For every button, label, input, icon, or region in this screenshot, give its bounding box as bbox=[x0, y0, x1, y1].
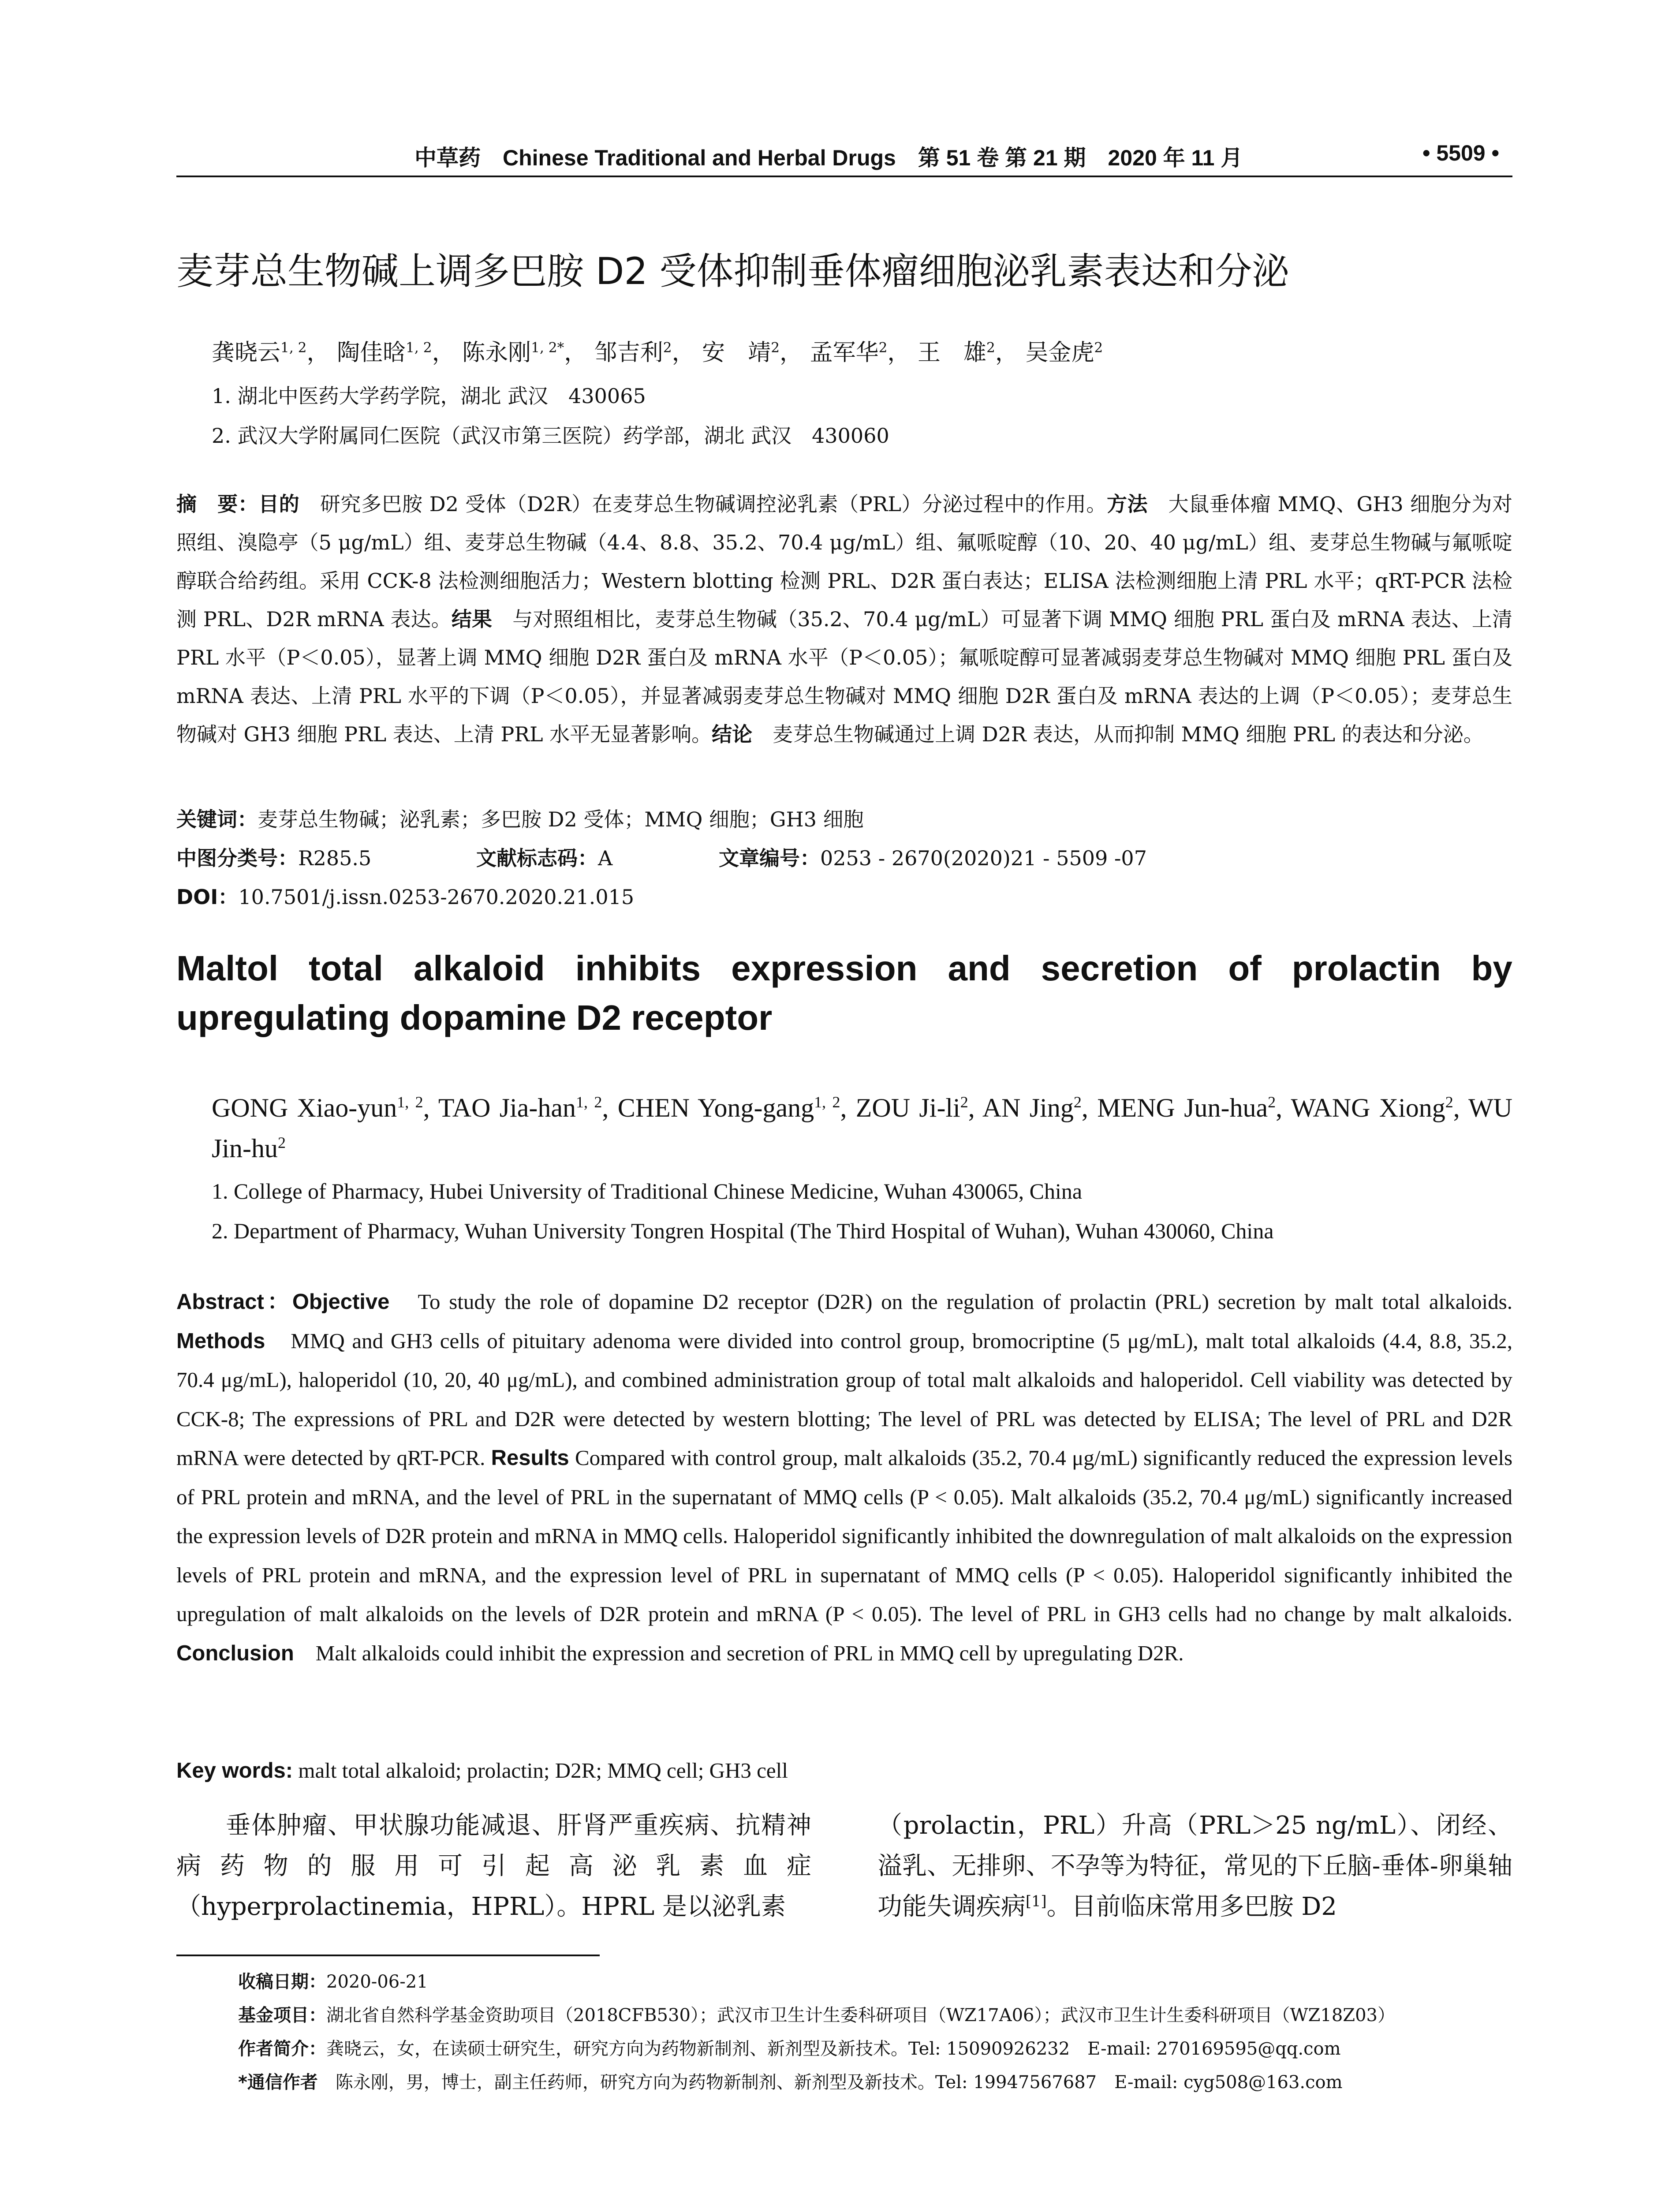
author-sup: 2 bbox=[878, 340, 888, 356]
author-sup: 2 bbox=[1445, 1093, 1453, 1111]
title-word: prolactin bbox=[1292, 949, 1441, 988]
title-en-line2: upregulating dopamine D2 receptor bbox=[176, 998, 773, 1037]
doi-label: DOI： bbox=[176, 885, 239, 909]
title-word: total bbox=[309, 949, 383, 988]
authors-cn: 龚晓云$^{1, 2}$， 陶佳晗$^{1, 2}$， 陈永刚$^{1, 2*}$， 邹吉利$^2$， 安 靖$^2$， 孟军华$^2$， 王 雄$^2$， 吴金虎$^2$ bbox=[212, 340, 1103, 366]
body-column-left: 垂体肿瘤、甲状腺功能减退、肝肾严重疾病、抗精神病药物的服用可引起高泌乳素血症（hyperprolactinemia，HPRL）。HPRL 是以泌乳素 bbox=[176, 1811, 811, 1921]
title-word: and bbox=[948, 949, 1011, 988]
affiliation-cn-2: 2. 武汉大学附属同仁医院（武汉市第三医院）药学部，湖北 武汉 430060 bbox=[212, 424, 889, 448]
affiliation-en-2: 2. Department of Pharmacy, Wuhan University Tongren Hospital (The Third Hospital of Wuhan), Wuhan 430060, China bbox=[212, 1218, 1274, 1243]
footnote-label: 作者简介： bbox=[238, 2039, 326, 2059]
artno-value: 0253 - 2670(2020)21 - 5509 -07 bbox=[820, 846, 1147, 870]
title-word: of bbox=[1228, 949, 1262, 988]
body-column-right bbox=[877, 1805, 1512, 1927]
title-word: secretion bbox=[1041, 949, 1198, 988]
footnote-text: 龚晓云，女，在读硕士研究生，研究方向为药物新制剂、新剂型及新技术。Tel: 15090926232 E-mail: 270169595@qq.com bbox=[326, 2039, 1341, 2059]
keywords-text: malt total alkaloid; prolactin; D2R; MMQ cell; GH3 cell bbox=[293, 1758, 788, 1783]
doccode-value: A bbox=[598, 846, 613, 870]
title-cn: 麦芽总生物碱上调多巴胺 D2 受体抑制垂体瘤细胞泌乳素表达和分泌 bbox=[176, 250, 1289, 293]
methods-text: MMQ and GH3 cells of pituitary adenoma were divided into control group, bromocriptine (5 μg/mL), malt total alkaloids (4.4, 8.8, 35.2, 70.4 μg/mL), haloperidol (10, 20, 40 μg/mL), and combined administration group of total malt alkaloids and haloperidol. Cell viability was detected by CCK-8; The expressions of PRL and D2R were detected by western blotting; The level of PRL was detected by ELISA; The level of PRL and D2R mRNA were detected by qRT-PCR. bbox=[176, 1328, 1512, 1470]
author-sup: 1, 2* bbox=[531, 340, 564, 356]
keywords-cn bbox=[176, 804, 1512, 833]
clc-value: R285.5 bbox=[298, 846, 372, 870]
page-number: • 5509 • bbox=[1422, 141, 1499, 165]
title-word: expression bbox=[731, 949, 918, 988]
author-sup: 2 bbox=[1073, 1093, 1082, 1111]
author-en: ZOU Ji-li bbox=[855, 1093, 960, 1122]
footnote-text: 2020-06-21 bbox=[326, 1972, 428, 1992]
keywords-label: 关键词： bbox=[176, 807, 258, 831]
author-sup: 2 bbox=[278, 1134, 286, 1151]
methods-label: 方法 bbox=[1106, 492, 1148, 516]
footnote-label: *通信作者 bbox=[238, 2072, 318, 2093]
affiliation-cn-1: 1. 湖北中医药大学药学院，湖北 武汉 430065 bbox=[212, 384, 646, 408]
header-rule bbox=[176, 176, 1512, 177]
author-sup: 2 bbox=[1268, 1093, 1276, 1111]
author-en: MENG Jun-hua bbox=[1097, 1093, 1268, 1122]
conclusion-text: Malt alkaloids could inhibit the expression and secretion of PRL in MMQ cell by upregulating D2R. bbox=[294, 1641, 1184, 1665]
body-text: （prolactin，PRL）升高（PRL＞25 ng/mL）、闭经、溢乳、无排卵、不孕等为特征，常见的下丘脑-垂体-卵巢轴功能失调疾病 bbox=[877, 1811, 1512, 1921]
journal-info: 中草药 Chinese Traditional and Herbal Drugs 第 51 卷 第 21 期 2020 年 11 月 bbox=[414, 146, 1243, 170]
title-en bbox=[176, 944, 1512, 1043]
author-cn: 安 靖 bbox=[702, 340, 771, 366]
objective-label: 目的 bbox=[258, 492, 300, 516]
author-cn: 陈永刚 bbox=[462, 340, 531, 366]
author-cn: 邹吉利 bbox=[594, 340, 663, 366]
author-cn: 王 雄 bbox=[917, 340, 986, 366]
title-word: alkaloid bbox=[413, 949, 545, 988]
clc-label: 中图分类号： bbox=[176, 846, 298, 870]
author-en: AN Jing bbox=[982, 1093, 1074, 1122]
author-en: GONG Xiao-yun bbox=[212, 1093, 397, 1122]
keywords-label: Key words: bbox=[176, 1759, 293, 1783]
title-word: Maltol bbox=[176, 949, 279, 988]
objective-label: Objective bbox=[292, 1290, 390, 1314]
affiliation-en-1: 1. College of Pharmacy, Hubei University of Traditional Chinese Medicine, Wuhan 430065, China bbox=[212, 1179, 1083, 1203]
author-sup: 2 bbox=[771, 340, 780, 356]
author-cn: 陶佳晗 bbox=[337, 340, 406, 366]
author-cn: 孟军华 bbox=[810, 340, 879, 366]
author-sup: 1, 2 bbox=[814, 1093, 840, 1111]
author-en: CHEN Yong-gang bbox=[617, 1093, 814, 1122]
conclusion-label: Conclusion bbox=[176, 1641, 294, 1665]
running-header bbox=[176, 140, 1499, 176]
author-sup: 1, 2 bbox=[280, 340, 307, 356]
abstract-en bbox=[176, 1282, 1512, 1673]
title-en-line1 bbox=[176, 944, 1512, 993]
footnote-label: 收稿日期： bbox=[238, 1972, 326, 1992]
author-cn: 龚晓云 bbox=[212, 340, 281, 366]
abstract-label: Abstract： bbox=[176, 1290, 292, 1314]
results-text: Compared with control group, malt alkaloids (35.2, 70.4 μg/mL) significantly reduced the expression levels of PRL protein and mRNA, and the level of PRL in the supernatant of MMQ cells (P < 0.05). Malt alkaloids (35.2, 70.4 μg/mL) significantly increased the expression levels of D2R protein and mRNA in MMQ cells. Haloperidol significantly inhibited the downregulation of malt alkaloids on the expression levels of PRL protein and mRNA, and the expression level of PRL in supernatant of MMQ cells (P < 0.05). Haloperidol significantly inhibited the upregulation of malt alkaloids on the levels of D2R protein and mRNA (P < 0.05). The level of PRL in GH3 cells had no change by malt alkaloids. bbox=[176, 1446, 1513, 1626]
doi-value[interactable]: 10.7501/j.issn.0253-2670.2020.21.015 bbox=[238, 885, 635, 909]
objective-text: 研究多巴胺 D2 受体（D2R）在麦芽总生物碱调控泌乳素（PRL）分泌过程中的作用。 bbox=[299, 492, 1107, 516]
doccode-label: 文献标志码： bbox=[476, 846, 598, 870]
footnote-label: 基金项目： bbox=[238, 2005, 326, 2026]
results-text: 与对照组相比，麦芽总生物碱（35.2、70.4 μg/mL）可显著下调 MMQ 细胞 PRL 蛋白及 mRNA 表达、上清 PRL 水平（P＜0.05），显著上调 MMQ 细胞 D2R 蛋白及 mRNA 水平（P＜0.05）；氟哌啶醇可显著减弱麦芽总生物碱对 MMQ 细胞 PRL 蛋白及 mRNA 表达、上清 PRL 水平的下调（P＜0.05），并显著减弱麦芽总生物碱对 MMQ 细胞 D2R 蛋白及 mRNA 表达的上调（P＜0.05）；麦芽总生物碱对 GH3 细胞 PRL 表达、上清 PRL 水平无显著影响。 bbox=[176, 607, 1512, 746]
keywords-en bbox=[176, 1758, 1512, 1783]
methods-label: Methods bbox=[176, 1329, 265, 1353]
authors-en: GONG Xiao-yun$^{1, 2}$, TAO Jia-han$^{1, 2}$, CHEN Yong-gang$^{1, 2}$, ZOU $Ji-li^2$, AN Jing$^2$, MENG Jun-hua$^2$, WANG Xiong$^2$, WU Jin-$hu^2$ bbox=[212, 1093, 1512, 1163]
author-sup: 2 bbox=[986, 340, 995, 356]
author-sup: 2 bbox=[663, 340, 672, 356]
abstract-label: 摘 要： bbox=[176, 492, 259, 516]
footnote-text: 湖北省自然科学基金资助项目（2018CFB530）；武汉市卫生计生委科研项目（WZ17A06）；武汉市卫生计生委科研项目（WZ18Z03） bbox=[326, 2005, 1395, 2026]
author-en: TAO Jia-han bbox=[438, 1093, 576, 1122]
title-word: inhibits bbox=[575, 949, 701, 988]
results-label: Results bbox=[491, 1446, 569, 1470]
author-en: WU Jin-hu bbox=[212, 1093, 1512, 1163]
footnote-received bbox=[238, 1968, 1512, 1993]
footnote-fund bbox=[238, 2001, 1512, 2026]
author-cn: 吴金虎 bbox=[1025, 340, 1094, 366]
artno-label: 文章编号： bbox=[719, 846, 820, 870]
footnote-text: 陈永刚，男，博士，副主任药师，研究方向为药物新制剂、新剂型及新技术。Tel: 19947567687 E-mail: cyg508@163.com bbox=[317, 2072, 1343, 2093]
author-sup: 2 bbox=[960, 1093, 968, 1111]
footnote-rule bbox=[176, 1955, 600, 1956]
conclusion-text: 麦芽总生物碱通过上调 D2R 表达，从而抑制 MMQ 细胞 PRL 的表达和分泌。 bbox=[752, 722, 1484, 746]
author-en: WANG Xiong bbox=[1291, 1093, 1445, 1122]
conclusion-label: 结论 bbox=[712, 722, 753, 746]
results-label: 结果 bbox=[451, 607, 493, 631]
author-sup: 1, 2 bbox=[576, 1093, 602, 1111]
author-sup: 1, 2 bbox=[406, 340, 432, 356]
citation-ref[interactable]: [1] bbox=[1026, 1892, 1047, 1910]
title-word: by bbox=[1471, 949, 1512, 988]
author-sup: 1, 2 bbox=[397, 1093, 423, 1111]
keywords-text: 麦芽总生物碱；泌乳素；多巴胺 D2 受体；MMQ 细胞；GH3 细胞 bbox=[258, 807, 864, 831]
footnote-corresponding bbox=[238, 2068, 1512, 2093]
doi-row bbox=[176, 881, 1512, 910]
objective-text: To study the role of dopamine D2 receptor (D2R) on the regulation of prolactin (PRL) secretion by malt total alkaloids. bbox=[389, 1289, 1512, 1314]
footnote-author bbox=[238, 2035, 1512, 2060]
author-sup: 2 bbox=[1094, 340, 1103, 356]
body-text: 。目前临床常用多巴胺 D2 bbox=[1046, 1892, 1337, 1921]
abstract-cn bbox=[176, 485, 1512, 754]
methods-text: 大鼠垂体瘤 MMQ、GH3 细胞分为对照组、溴隐亭（5 μg/mL）组、麦芽总生物碱（4.4、8.8、35.2、70.4 μg/mL）组、氟哌啶醇（10、20、40 μg/mL）组、麦芽总生物碱与氟哌啶醇联合给药组。采用 CCK-8 法检测细胞活力；Western blotting 检测 PRL、D2R 蛋白表达；ELISA 法检测细胞上清 PRL 水平；qRT-PCR 法检测 PRL、D2R mRNA 表达。 bbox=[176, 492, 1513, 631]
